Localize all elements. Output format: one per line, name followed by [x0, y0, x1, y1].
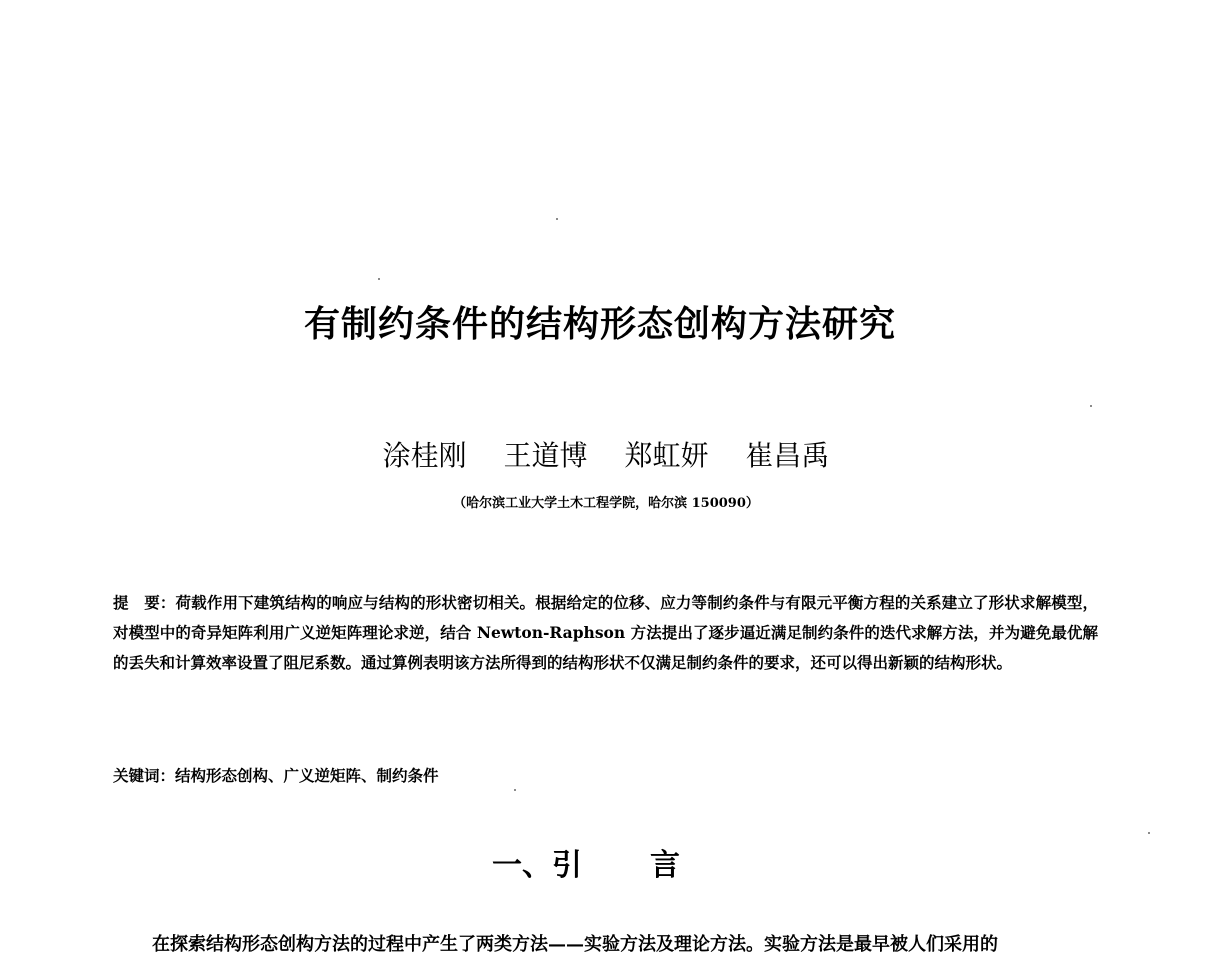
- section-title-part1: 引: [552, 848, 582, 883]
- section-heading: [0, 840, 1172, 884]
- body-paragraph-first-line: 在探索结构形态创构方法的过程中产生了两类方法——实验方法及理论方法。实验方法是最早被人们采用的: [152, 934, 998, 955]
- abstract-label: 提 要：: [113, 593, 176, 612]
- scan-speck: [1090, 405, 1092, 407]
- author-name: 崔昌禹: [745, 439, 830, 472]
- author-name: 王道博: [503, 439, 588, 472]
- section-number: 一、: [492, 848, 552, 883]
- section-title-part2: 言: [650, 848, 680, 883]
- keywords-text: 结构形态创构、广义逆矩阵、制约条件: [175, 766, 439, 785]
- scan-speck: [556, 218, 558, 220]
- scan-speck: [1148, 832, 1150, 834]
- scan-speck: [378, 278, 380, 280]
- paper-title: 有制约条件的结构形态创构方法研究: [303, 304, 896, 345]
- abstract: [113, 588, 1098, 678]
- scan-speck: [514, 789, 516, 791]
- keywords: [113, 764, 439, 786]
- keywords-label: 关键词：: [113, 766, 176, 785]
- author-list: [0, 434, 1212, 474]
- author-name: 郑虹妍: [624, 439, 709, 472]
- affiliation: （哈尔滨工业大学土木工程学院，哈尔滨 150090）: [453, 496, 759, 511]
- author-name: 涂桂刚: [382, 439, 467, 472]
- abstract-text: 荷载作用下建筑结构的响应与结构的形状密切相关。根据给定的位移、应力等制约条件与有限元平衡方程的关系建立了形状求解模型，对模型中的奇异矩阵利用广义逆矩阵理论求逆，结合 Newton-Raphson 方法提出了逐步逼近满足制约条件的迭代求解方法，并为避免最优解的丢失和计算效率设置了阻尼系数。通过算例表明该方法所得到的结构形状不仅满足制约条件的要求，还可以得出新颖的结构形状。: [113, 593, 1098, 672]
